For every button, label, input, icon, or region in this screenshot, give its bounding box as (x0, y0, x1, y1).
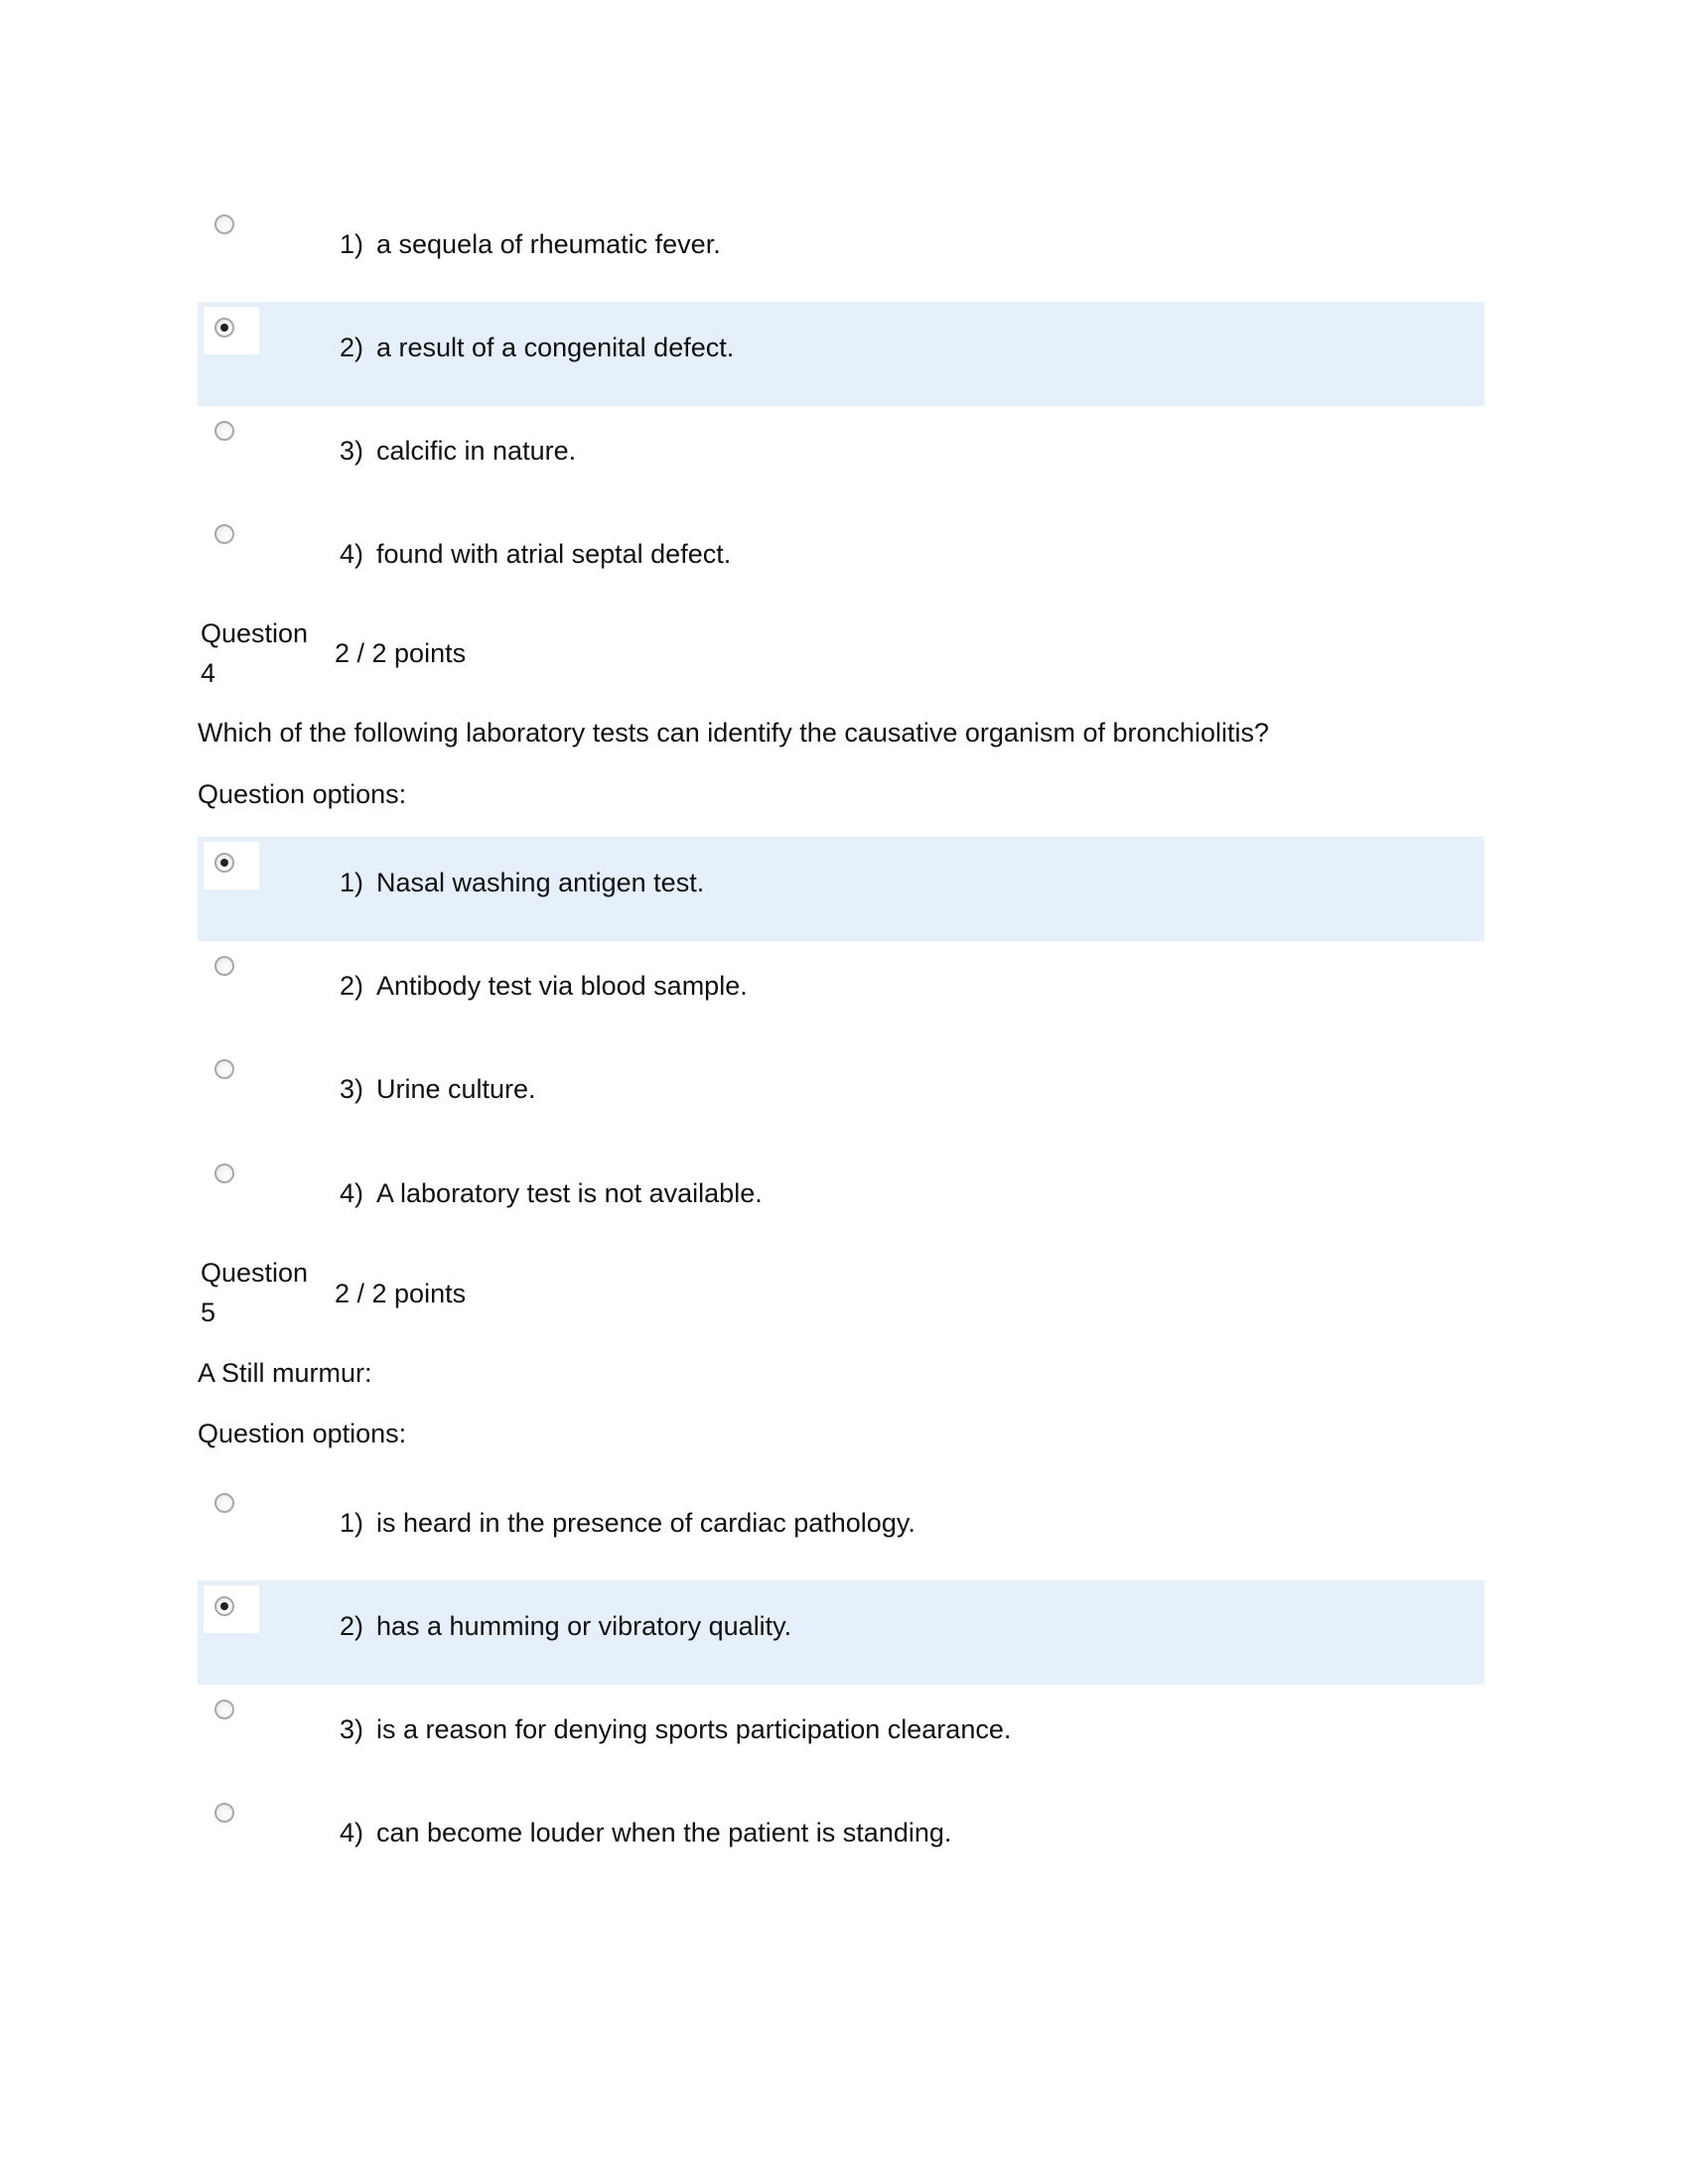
option-text: Antibody test via blood sample. (376, 971, 748, 1001)
option-row-selected[interactable] (198, 302, 1484, 406)
question-label-word: Question (201, 618, 309, 648)
option-text: has a humming or vibratory quality. (376, 1611, 792, 1641)
option-row[interactable] (198, 1787, 1484, 1891)
option-row-selected[interactable] (198, 837, 1484, 941)
option-number: 1) (340, 868, 364, 897)
question-text: Which of the following laboratory tests can identify the causative organism of bronchiolitis? (198, 718, 1270, 748)
radio-button-selected-icon[interactable] (214, 318, 234, 338)
question-options-label: Question options: (198, 1419, 407, 1448)
radio-box (204, 945, 259, 993)
radio-box (204, 410, 259, 458)
option-row-selected[interactable] (198, 1580, 1484, 1685)
option-row[interactable] (198, 1148, 1484, 1252)
option-row[interactable] (198, 1477, 1484, 1581)
question-points: 2 / 2 points (335, 638, 467, 668)
radio-button-icon[interactable] (214, 524, 234, 544)
option-text: Nasal washing antigen test. (376, 868, 705, 897)
radio-button-icon[interactable] (214, 1493, 234, 1513)
option-row[interactable] (198, 940, 1484, 1044)
option-row[interactable] (198, 508, 1484, 613)
radio-box (204, 1792, 259, 1840)
option-number: 4) (340, 1818, 364, 1847)
radio-box (204, 204, 259, 251)
radio-box (204, 307, 259, 354)
option-text: a sequela of rheumatic fever. (376, 229, 721, 259)
option-number: 3) (340, 436, 364, 466)
question-label (201, 614, 308, 693)
question-label (201, 1253, 308, 1332)
question-number: 5 (201, 1297, 216, 1327)
question-label-word: Question (201, 1258, 309, 1288)
option-row[interactable] (198, 405, 1484, 509)
option-text: A laboratory test is not available. (376, 1178, 763, 1208)
option-number: 1) (340, 229, 364, 259)
option-number: 3) (340, 1714, 364, 1744)
option-number: 4) (340, 539, 364, 569)
option-text: is a reason for denying sports participation clearance. (376, 1714, 1012, 1744)
option-row[interactable] (198, 1043, 1484, 1148)
radio-box (204, 1153, 259, 1200)
radio-button-selected-icon[interactable] (214, 1596, 234, 1616)
radio-box (204, 1048, 259, 1096)
radio-box (204, 513, 259, 561)
radio-box (204, 1482, 259, 1530)
option-text: a result of a congenital defect. (376, 333, 735, 362)
option-row[interactable] (198, 1684, 1484, 1788)
radio-button-selected-icon[interactable] (214, 853, 234, 873)
option-text: Urine culture. (376, 1074, 536, 1104)
question-options-label: Question options: (198, 779, 407, 809)
radio-button-icon[interactable] (214, 421, 234, 441)
radio-button-icon[interactable] (214, 214, 234, 234)
option-number: 3) (340, 1074, 364, 1104)
option-number: 2) (340, 971, 364, 1001)
option-number: 2) (340, 333, 364, 362)
radio-box (204, 842, 259, 889)
option-row[interactable] (198, 199, 1484, 303)
option-number: 2) (340, 1611, 364, 1641)
option-number: 1) (340, 1508, 364, 1538)
radio-box (204, 1585, 259, 1633)
radio-button-icon[interactable] (214, 956, 234, 976)
option-number: 4) (340, 1178, 364, 1208)
option-text: found with atrial septal defect. (376, 539, 732, 569)
question-points: 2 / 2 points (335, 1279, 467, 1308)
option-text: can become louder when the patient is standing. (376, 1818, 952, 1847)
radio-button-icon[interactable] (214, 1803, 234, 1823)
question-number: 4 (201, 658, 216, 688)
option-text: is heard in the presence of cardiac pathology. (376, 1508, 915, 1538)
radio-button-icon[interactable] (214, 1059, 234, 1079)
radio-box (204, 1689, 259, 1736)
radio-button-icon[interactable] (214, 1700, 234, 1719)
radio-button-icon[interactable] (214, 1163, 234, 1183)
question-text: A Still murmur: (198, 1358, 372, 1388)
option-text: calcific in nature. (376, 436, 577, 466)
